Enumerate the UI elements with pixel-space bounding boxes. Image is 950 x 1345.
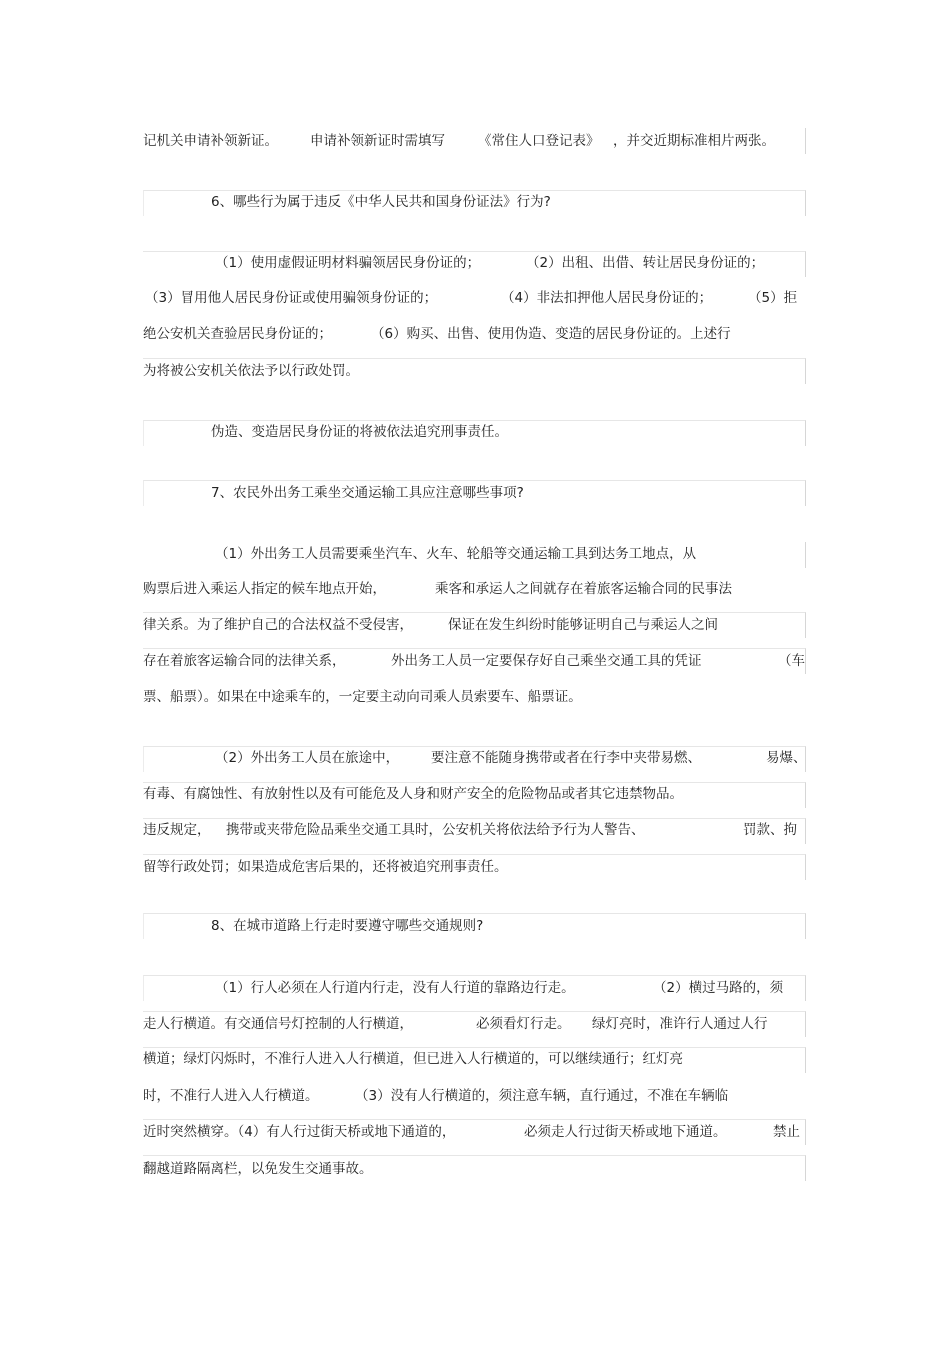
text-span: 易爆、: [766, 750, 806, 766]
text-span: 存在着旅客运输合同的法律关系，: [143, 653, 346, 669]
text-span: （1）使用虚假证明材料骗领居民身份证的；: [215, 255, 481, 271]
text-line: [143, 1157, 806, 1181]
text-line: [143, 685, 806, 709]
text-span: 乘客和承运人之间就存在着旅客运输合同的民事法: [435, 581, 732, 597]
text-span: 留等行政处罚；如果造成危害后果的，还将被追究刑事责任。: [143, 859, 508, 875]
section-heading: [143, 914, 806, 938]
text-line: [143, 746, 806, 770]
section-heading: [143, 481, 806, 505]
text-line: [143, 976, 806, 1000]
text-line: [143, 649, 806, 673]
text-span: 7、农民外出务工乘坐交通运输工具应注意哪些事项?: [211, 485, 524, 501]
text-span: （车: [778, 653, 805, 669]
text-span: 绝公安机关查验居民身份证的；: [143, 326, 332, 342]
text-span: 必须看灯行走。: [476, 1016, 571, 1032]
text-span: （2）横过马路的，须: [653, 980, 784, 996]
text-span: 申请补领新证时需填写: [310, 133, 445, 149]
text-span: （5）拒: [748, 290, 798, 306]
text-span: （3）没有人行横道的，须注意车辆，直行通过，不准在车辆临: [355, 1088, 729, 1104]
text-line: [143, 818, 806, 842]
text-span: ，并交近期标准相片两张。: [613, 133, 775, 149]
text-line: [143, 322, 806, 346]
text-line: [143, 613, 806, 637]
text-span: 走人行横道。有交通信号灯控制的人行横道，: [143, 1016, 413, 1032]
text-line: [143, 129, 806, 153]
text-span: （2）出租、出借、转让居民身份证的；: [526, 255, 765, 271]
text-span: 近时突然横穿。（4）有人行过街天桥或地下通道的，: [143, 1124, 456, 1140]
text-span: （3）冒用他人居民身份证或使用骗领身份证的；: [145, 290, 438, 306]
text-span: 8、在城市道路上行走时要遵守哪些交通规则?: [211, 918, 484, 934]
text-span: 票、船票）。如果在中途乘车的，一定要主动向司乘人员索要车、船票证。: [143, 689, 582, 705]
text-span: 翻越道路隔离栏，以免发生交通事故。: [143, 1161, 373, 1177]
text-line: [143, 855, 806, 879]
section-heading: [143, 190, 806, 214]
text-span: 携带或夹带危险品乘坐交通工具时，公安机关将依法给予行为人警告、: [226, 822, 645, 838]
text-span: 购票后进入乘运人指定的候车地点开始，: [143, 581, 386, 597]
text-span: 绿灯亮时，准许行人通过人行: [592, 1016, 768, 1032]
text-span: 时，不准行人进入人行横道。: [143, 1088, 319, 1104]
text-span: 6、哪些行为属于违反《中华人民共和国身份证法》行为?: [211, 194, 551, 210]
text-span: （6）购买、出售、使用伪造、变造的居民身份证的。上述行: [371, 326, 731, 342]
text-span: 律关系。为了维护自己的合法权益不受侵害，: [143, 617, 413, 633]
text-line: [143, 542, 806, 566]
text-line: [143, 1047, 806, 1071]
text-line: [143, 1084, 806, 1108]
text-span: 伪造、变造居民身份证的将被依法追究刑事责任。: [211, 424, 508, 440]
text-span: 要注意不能随身携带或者在行李中夹带易燃、: [431, 750, 701, 766]
text-span: 罚款、拘: [743, 822, 797, 838]
text-span: （1）外出务工人员需要乘坐汽车、火车、轮船等交通运输工具到达务工地点，从: [215, 546, 697, 562]
text-line: [143, 420, 806, 444]
text-line: [143, 1120, 806, 1144]
text-span: 禁止: [773, 1124, 800, 1140]
text-span: 横道；绿灯闪烁时，不准行人进入人行横道，但已进入人行横道的，可以继续通行；红灯亮: [143, 1051, 683, 1067]
text-line: [143, 286, 806, 310]
text-span: 违反规定，: [143, 822, 211, 838]
text-span: 保证在发生纠纷时能够证明自己与乘运人之间: [448, 617, 718, 633]
text-line: [143, 251, 806, 275]
text-line: [143, 1012, 806, 1036]
text-span: 为将被公安机关依法予以行政处罚。: [143, 363, 359, 379]
text-span: （4）非法扣押他人居民身份证的；: [501, 290, 713, 306]
text-line: [143, 577, 806, 601]
text-span: 有毒、有腐蚀性、有放射性以及有可能危及人身和财产安全的危险物品或者其它违禁物品。: [143, 786, 683, 802]
text-span: 《常住人口登记表》: [478, 133, 600, 149]
text-line: [143, 359, 806, 383]
text-span: 必须走人行过街天桥或地下通道。: [524, 1124, 727, 1140]
text-span: 外出务工人员一定要保存好自己乘坐交通工具的凭证: [391, 653, 702, 669]
text-span: 记机关申请补领新证。: [143, 133, 278, 149]
text-span: （1）行人必须在人行道内行走，没有人行道的靠路边行走。: [215, 980, 575, 996]
text-line: [143, 782, 806, 806]
text-span: （2）外出务工人员在旅途中，: [215, 750, 400, 766]
